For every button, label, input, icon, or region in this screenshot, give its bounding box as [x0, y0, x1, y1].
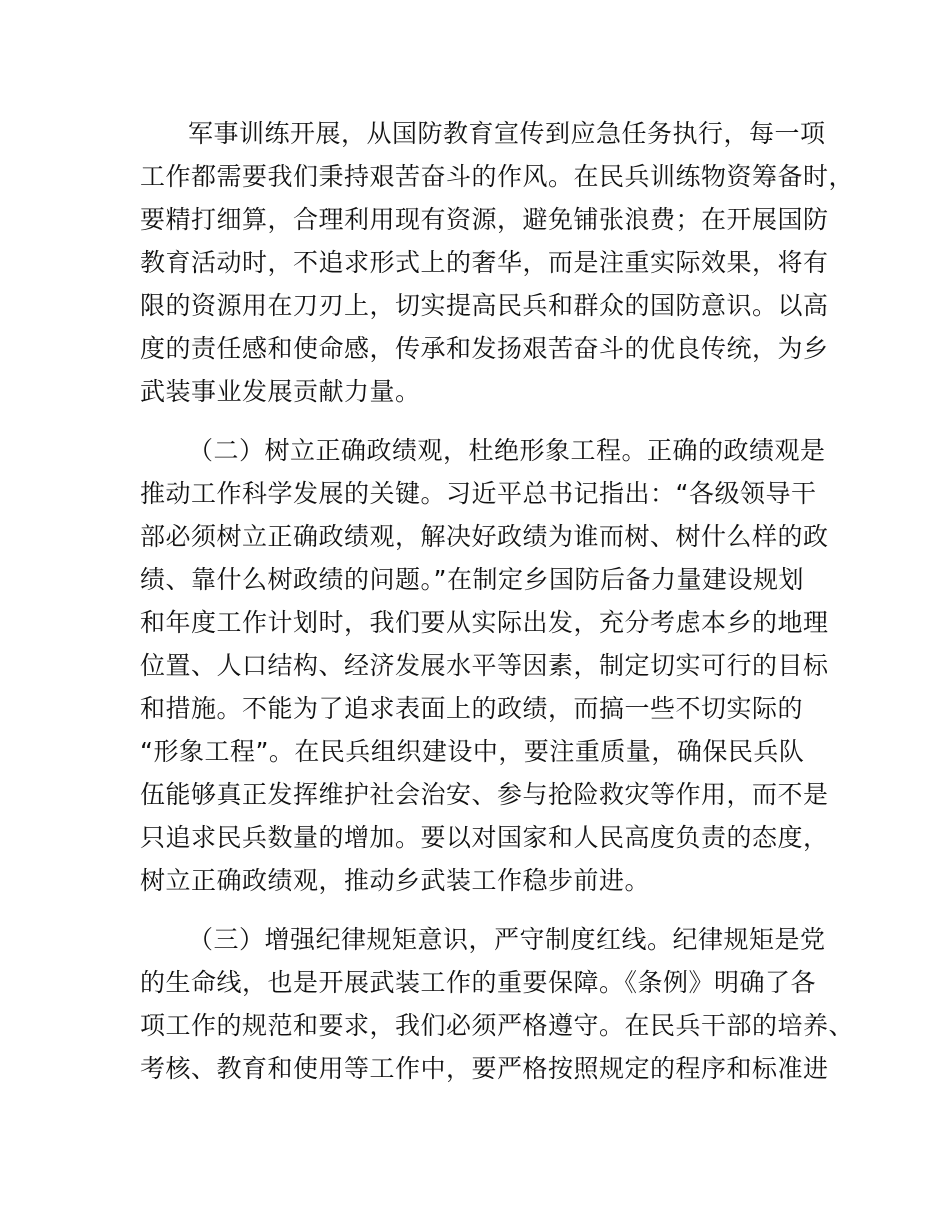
text-line: 度的责任感和使命感，传承和发扬艰苦奋斗的优良传统，为乡 — [140, 334, 829, 363]
text-line: 项工作的规范和要求，我们必须严格遵守。在民兵干部的培养、 — [140, 1011, 855, 1040]
text-line: 树立正确政绩观，推动乡武装工作稳步前进。 — [140, 866, 651, 895]
paragraph-hardship-style — [140, 112, 855, 413]
text-line: 工作都需要我们秉持艰苦奋斗的作风。在民兵训练物资筹备时， — [140, 162, 855, 191]
text-line: “形象工程”。在民兵组织建设中，要注重质量，确保民兵队 — [140, 737, 805, 766]
text-line: 教育活动时，不追求形式上的奢华，而是注重实际效果，将有 — [140, 248, 829, 277]
section-heading-line: （二）树立正确政绩观，杜绝形象工程。正确的政绩观是 — [188, 436, 826, 465]
paragraph-performance-view — [140, 429, 840, 902]
text-line: 和年度工作计划时，我们要从实际出发，充分考虑本乡的地理 — [140, 608, 829, 637]
text-line: 推动工作科学发展的关键。习近平总书记指出：“各级领导干 — [140, 479, 817, 508]
paragraph-discipline — [140, 918, 855, 1090]
text-line: 和措施。不能为了追求表面上的政绩，而搞一些不切实际的 — [140, 694, 804, 723]
text-line: 限的资源用在刀刃上，切实提高民兵和群众的国防意识。以高 — [140, 291, 829, 320]
section-heading-line: （三）增强纪律规矩意识，严守制度红线。纪律规矩是党 — [188, 925, 826, 954]
text-line: 的生命线，也是开展武装工作的重要保障。《条例》明确了各 — [140, 968, 817, 997]
text-line: 位置、人口结构、经济发展水平等因素，制定切实可行的目标 — [140, 651, 829, 680]
text-line: 部必须树立正确政绩观，解决好政绩为谁而树、树什么样的政 — [140, 522, 829, 551]
text-line: 只追求民兵数量的增加。要以对国家和人民高度负责的态度， — [140, 823, 829, 852]
text-line: 伍能够真正发挥维护社会治安、参与抢险救灾等作用，而不是 — [140, 780, 829, 809]
text-line: 考核、教育和使用等工作中，要严格按照规定的程序和标准进 — [140, 1054, 829, 1083]
text-line: 军事训练开展，从国防教育宣传到应急任务执行，每一项 — [188, 119, 826, 148]
text-line: 武装事业发展贡献力量。 — [140, 377, 421, 406]
text-line: 要精打细算，合理利用现有资源，避免铺张浪费；在开展国防 — [140, 205, 829, 234]
text-line: 绩、靠什么树政绩的问题。”在制定乡国防后备力量建设规划 — [140, 565, 804, 594]
